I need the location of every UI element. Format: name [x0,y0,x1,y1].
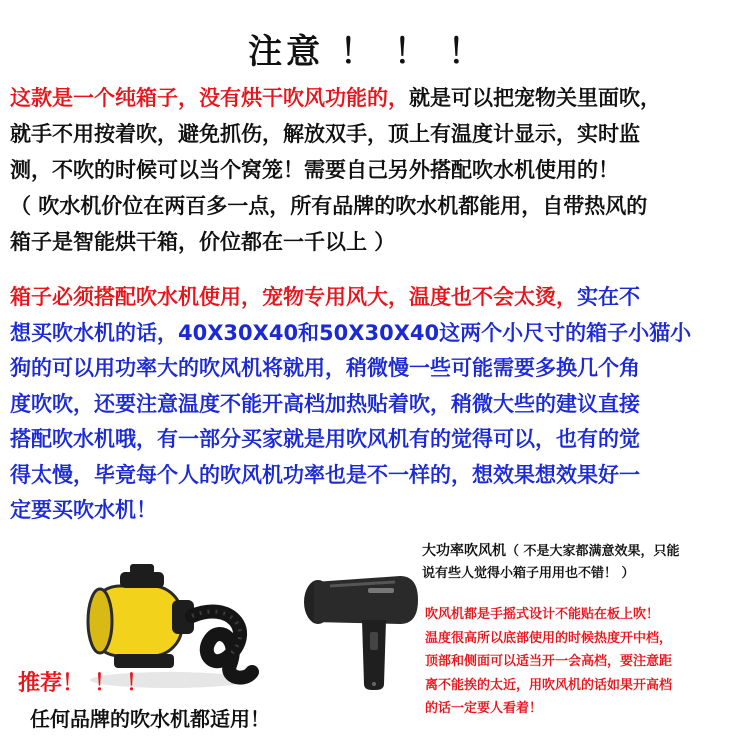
advice-line-4: 度吹吹，还要注意温度不能开高档加热贴着吹，稍微大些的建议直接 [10,391,640,416]
hairdryer-caption-line-1 [422,540,742,563]
notice-line-2: 就手不用按着吹，避免抓伤，解放双手，顶上有温度计显示，实时监 [10,122,640,146]
page-title [0,24,750,73]
advice-line-2: 想买吹水机的话，40X30X40和50X30X40这两个小尺寸的箱子小猫小 [10,320,692,345]
hair-dryer-image [300,572,425,692]
notice-line-1-red: 这款是一个纯箱子，没有烘干吹风功能的， [10,86,409,110]
notice-line-4: （ 吹水机价位在两百多一点，所有品牌的吹水机都能用，自带热风的 [10,194,648,218]
title-marks: ！！！ [339,32,502,72]
notice-line-5: 箱子是智能烘干箱，价位都在一千以上 ） [10,230,396,254]
recommend-label [18,666,158,697]
recommend-text: 推荐 [18,671,63,696]
advice-line-3: 狗的可以用功率大的吹风机将就用，稍微慢一些可能需要多换几个角 [10,356,640,380]
notice-line-1-black: 就是可以把宠物关里面吹， [409,86,661,110]
hairdryer-note-line-2: 温度很高所以底部使用的时候热度开中档， [425,630,673,646]
hairdryer-caption-line-2: 说有些人觉得小箱子用用也不错！ ） [422,566,635,581]
title-text: 注意 [248,32,325,72]
advice-line-1-blue: 实在不 [577,285,640,309]
notice-line-3: 测，不吹的时候可以当个窝笼！需要自己另外搭配吹水机使用的！ [10,158,619,182]
advice-line-6: 得太慢，毕竟每个人的吹风机功率也是不一样的，想效果想效果好一 [10,462,640,487]
hairdryer-note-line-3: 顶部和侧面可以适当开一会高档，要注意距 [425,654,673,669]
notice-line-1 [10,80,742,116]
notice-paragraph-2 [10,280,742,529]
advice-line-5: 搭配吹水机哦，有一部分买家就是用吹风机有的觉得可以，也有的觉 [10,427,640,451]
hairdryer-note-line-1: 吹风机都是手摇式设计不能贴在板上吹！ [425,607,660,622]
hairdryer-note-line-5: 的话一定要人看着！ [425,701,543,716]
recommend-marks: ！！！ [62,671,159,696]
hairdryer-note-line-4: 离不能挨的太近，用吹风机的话如果开高档 [425,677,673,693]
hairdryer-note [425,603,747,721]
advice-line-1 [10,280,742,316]
advice-line-1-red: 箱子必须搭配吹水机使用，宠物专用风大，温度也不会太烫， [10,285,577,309]
advice-line-7: 定要买吹水机！ [10,498,157,522]
notice-paragraph-1 [10,80,742,260]
any-brand-note: 任何品牌的吹水机都适用！ [30,707,270,731]
hairdryer-caption [422,540,742,585]
hairdryer-caption-main: 大功率吹风机 [422,543,506,559]
hairdryer-caption-rest: （ 不是大家都满意效果，只能 [506,544,680,559]
